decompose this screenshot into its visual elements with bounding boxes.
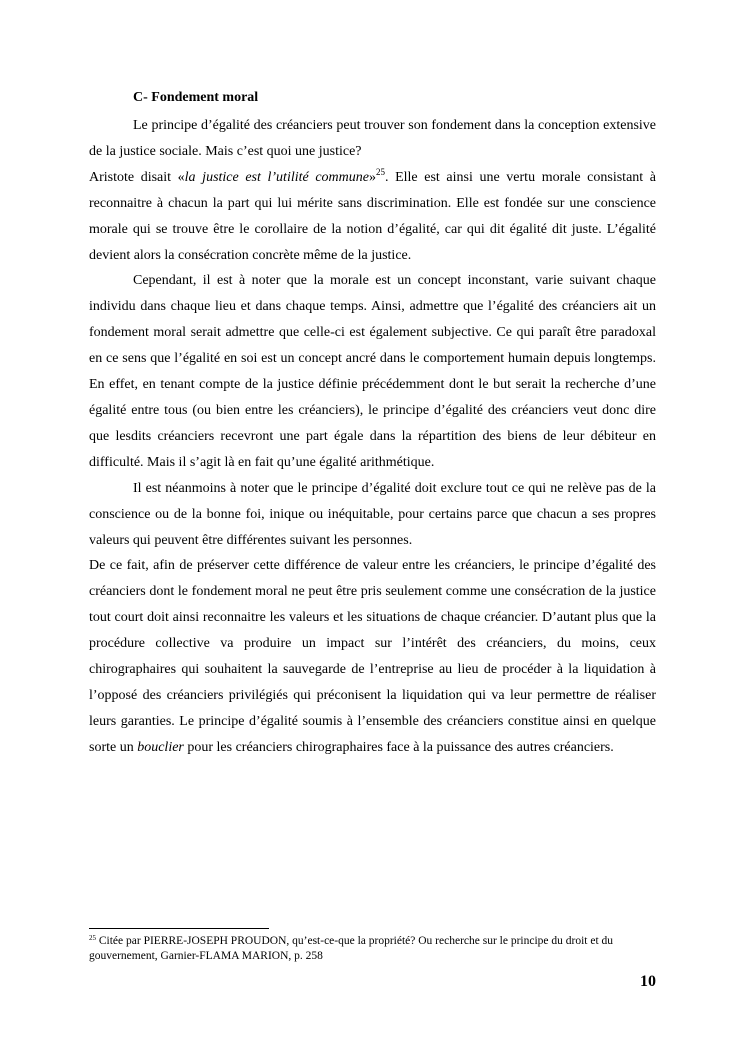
paragraph-3: Cependant, il est à noter que la morale est un concept inconstant, varie suivant chaque individu dans chaque lieu et dans chaque temps. Ainsi, admettre que l’égalité des créanciers ait un fondement moral serait admettre que celle-ci est également subjective. Ce qui paraît être paradoxal en ce sens que l’égalité en soi est un concept ancré dans le comportement humain depuis longtemps. En effet, en tenant compte de la justice définie précédemment dont le but serait la recherche d’une égalité entre tous (ou bien entre les créanciers), le principe d’égalité des créanciers veut donc dire que lesdits créanciers recevront une part égale dans la répartition des biens de leur débiteur en difficulté. Mais il s’agit là en fait qu’une égalité arithmétique.: [89, 273, 656, 470]
paragraph-2-intro: Aristote disait «: [89, 169, 185, 185]
page-number: 10: [640, 973, 656, 990]
italic-term: bouclier: [137, 739, 184, 755]
section-heading: C- Fondement moral: [133, 90, 259, 105]
footnote-text: Citée par PIERRE-JOSEPH PROUDON, qu’est-ce-que la propriété? Ou recherche sur le principe du droit et du gouvernement, Garnier-FLAMA MARION, p. 258: [89, 935, 614, 962]
paragraph-5-text: De ce fait, afin de préserver cette différence de valeur entre les créanciers, le principe d’égalité des créanciers dont le fondement moral ne peut être pris seulement comme une consécration de la justice tout court doit ainsi reconnaitre les valeurs et les situations de chaque créancier. D’autant plus que la procédure collective va produire un impact sur l’intérêt des créanciers, du moins, ceux chirographaires qui souhaitent la sauvegarde de l’entreprise au lieu de procéder à la liquidation à l’opposé des créanciers privilégiés qui préconisent la liquidation qui va leur permettre de réaliser leurs garanties. Le principe d’égalité soumis à l’ensemble des créanciers constitue ainsi en quelque sorte un: [89, 558, 656, 755]
paragraph-2-rest: . Elle est ainsi une vertu morale consistant à reconnaitre à chacun la part qui lui mérite sans discrimination. Elle est fondée sur une conscience morale qui se trouve être le corollaire de la notion d’égalité, car qui dit égalité dit juste. L’égalité devient alors la consécration concrète même de la justice.: [89, 169, 656, 263]
paragraph-2: [89, 165, 656, 269]
footnote-number: 25: [89, 934, 96, 942]
footnote-reference[interactable]: 25: [375, 166, 385, 177]
paragraph-5: [89, 553, 656, 760]
paragraph-1: Le principe d’égalité des créanciers peut trouver son fondement dans la conception extensive de la justice sociale. Mais c’est quoi une justice?: [89, 118, 656, 159]
aristotle-quote: la justice est l’utilité commune: [184, 169, 369, 185]
paragraph-5-end: pour les créanciers chirographaires face à la puissance des autres créanciers.: [183, 739, 614, 755]
quote-close: »: [368, 169, 376, 185]
body-text: [89, 113, 656, 761]
paragraph-4: Il est néanmoins à noter que le principe d’égalité doit exclure tout ce qui ne relève pas de la conscience ou de la bonne foi, inique ou inéquitable, pour certains parce que chacun a ses propres valeurs qui peuvent être différentes suivant les personnes.: [89, 480, 656, 548]
footnote: [89, 934, 659, 964]
footnote-separator: [89, 928, 269, 929]
